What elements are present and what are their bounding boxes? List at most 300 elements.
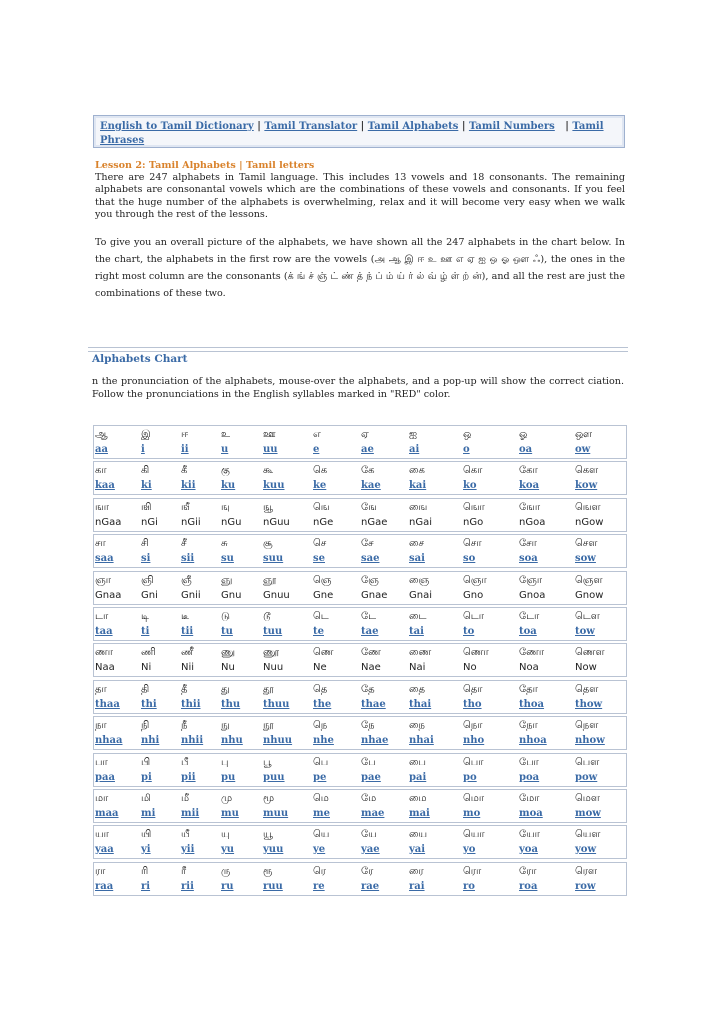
tamil-letter[interactable]: ணெ bbox=[313, 647, 334, 658]
tamil-letter[interactable]: ஊ bbox=[263, 429, 276, 440]
chart-title: Alphabets Chart bbox=[92, 353, 188, 365]
pronunciation-label[interactable]: roa bbox=[519, 881, 538, 892]
tamil-letter[interactable]: ரூ bbox=[263, 866, 273, 877]
pronunciation-label[interactable]: pow bbox=[575, 772, 598, 783]
pronunciation-label[interactable]: pe bbox=[313, 772, 327, 783]
tamil-letter[interactable]: ணீ bbox=[181, 647, 194, 658]
tamil-letter[interactable]: ஞி bbox=[141, 575, 154, 586]
tamil-letter[interactable]: ணை bbox=[409, 647, 432, 658]
tamil-letter[interactable]: யெ bbox=[313, 829, 330, 840]
pronunciation-label[interactable]: thii bbox=[181, 699, 201, 710]
pronunciation-label[interactable]: ri bbox=[141, 881, 151, 892]
pronunciation-label[interactable]: ki bbox=[141, 480, 152, 491]
tamil-letter[interactable]: டௌ bbox=[575, 611, 600, 622]
tamil-letter[interactable]: சை bbox=[409, 538, 424, 549]
chart-intro: n the pronunciation of the alphabets, mouse-over the alphabets, and a pop-up will show the correct ciation. Follow the pronunciations in the English syllables marked in "RED" color. bbox=[92, 376, 624, 400]
chart-row bbox=[93, 534, 627, 568]
tamil-letter[interactable]: கூ bbox=[263, 465, 274, 476]
tamil-letter[interactable]: நா bbox=[95, 720, 107, 731]
nav-separator: | bbox=[565, 121, 569, 132]
pronunciation-label[interactable]: mii bbox=[181, 808, 200, 819]
pronunciation-label[interactable]: ti bbox=[141, 626, 150, 637]
tamil-letter[interactable]: ஙௌ bbox=[575, 502, 601, 513]
tamil-letter[interactable]: பூ bbox=[263, 757, 272, 768]
pronunciation-label[interactable]: yaa bbox=[95, 844, 114, 855]
tamil-letter[interactable]: சௌ bbox=[575, 538, 598, 549]
tamil-letter[interactable]: மோ bbox=[519, 793, 540, 804]
tamil-letter[interactable]: கீ bbox=[181, 465, 188, 476]
tamil-letter[interactable]: எ bbox=[313, 429, 321, 440]
tamil-letter[interactable]: ஞே bbox=[361, 575, 379, 586]
tamil-letter[interactable]: ஒ bbox=[463, 429, 472, 440]
pronunciation-label[interactable]: saa bbox=[95, 553, 114, 564]
pronunciation-label[interactable]: yoa bbox=[519, 844, 538, 855]
tamil-letter[interactable]: ரொ bbox=[463, 866, 482, 877]
tamil-letter[interactable]: தொ bbox=[463, 684, 483, 695]
pronunciation-label: Gnu bbox=[221, 590, 242, 601]
nav-link-numbers[interactable]: Tamil Numbers bbox=[468, 121, 555, 132]
nav-separator: | bbox=[257, 121, 261, 132]
pronunciation-label[interactable]: poa bbox=[519, 772, 540, 783]
pronunciation-label[interactable]: uu bbox=[263, 444, 278, 455]
pronunciation-label[interactable]: pae bbox=[361, 772, 381, 783]
tamil-letter[interactable]: போ bbox=[519, 757, 539, 768]
tamil-letter[interactable]: ணோ bbox=[519, 647, 545, 658]
tamil-letter[interactable]: ஙி bbox=[141, 502, 152, 513]
tamil-letter[interactable]: நி bbox=[141, 720, 150, 731]
pronunciation-label[interactable]: yai bbox=[409, 844, 426, 855]
pronunciation-label[interactable]: row bbox=[575, 881, 596, 892]
tamil-letter[interactable]: ணா bbox=[95, 647, 113, 658]
pronunciation-label[interactable]: nhu bbox=[221, 735, 243, 746]
pronunciation-label[interactable]: pu bbox=[221, 772, 236, 783]
tamil-letter[interactable]: பு bbox=[221, 757, 229, 768]
nav-link-dictionary[interactable]: English to Tamil Dictionary bbox=[100, 121, 254, 132]
tamil-letter[interactable]: ரா bbox=[95, 866, 106, 877]
pronunciation-label[interactable]: nhoa bbox=[519, 735, 547, 746]
tamil-letter[interactable]: யௌ bbox=[575, 829, 601, 840]
tamil-letter[interactable]: மை bbox=[409, 793, 427, 804]
pronunciation-label[interactable]: kaa bbox=[95, 480, 115, 491]
tamil-letter[interactable]: யு bbox=[221, 829, 230, 840]
pronunciation-label[interactable]: so bbox=[463, 553, 476, 564]
tamil-letter[interactable]: ஞௌ bbox=[575, 575, 603, 586]
tamil-letter[interactable]: ணூ bbox=[263, 647, 280, 658]
pronunciation-label[interactable]: aa bbox=[95, 444, 108, 455]
pronunciation-label[interactable]: suu bbox=[263, 553, 284, 564]
tamil-letter[interactable]: தீ bbox=[181, 684, 188, 695]
pronunciation-label: Nae bbox=[361, 662, 381, 673]
pronunciation-label[interactable]: su bbox=[221, 553, 234, 564]
pronunciation-label[interactable]: o bbox=[463, 444, 470, 455]
pronunciation-label[interactable]: pi bbox=[141, 772, 152, 783]
pronunciation-label[interactable]: to bbox=[463, 626, 475, 637]
lesson-paragraph-2: To give you an overall picture of the alphabets, we have shown all the 247 alphabets in the chart below. In the chart, the alphabets in the first row are the vowels (அ ஆ இ ஈ உ ஊ எ ஏ ஐ ஒ ஓ ஔ ஃ), the ones in the right most column are the consonants (க் ங் ச் ஞ் ட் ண் த் ந் ப் ம் ய் ர் ல் வ் ழ் ள் ற் ன்), and all the rest are just the combinations of these two. bbox=[95, 237, 625, 300]
tamil-letter[interactable]: பௌ bbox=[575, 757, 600, 768]
tamil-letter[interactable]: ரே bbox=[361, 866, 374, 877]
pronunciation-label[interactable]: yu bbox=[221, 844, 235, 855]
pronunciation-label: Gnoa bbox=[519, 590, 546, 601]
tamil-letter[interactable]: மெ bbox=[313, 793, 329, 804]
tamil-letter[interactable]: டு bbox=[221, 611, 230, 622]
tamil-letter[interactable]: சொ bbox=[463, 538, 482, 549]
tamil-letter[interactable]: தி bbox=[141, 684, 150, 695]
lesson-paragraph-1: There are 247 alphabets in Tamil language. This includes 13 vowels and 18 consonants. The remaining alphabets are consonantal vowels which are the combinations of these vowels and consonants. If you feel that the huge number of the alphabets is overwhelming, relax and it will become very easy when we walk you through the rest of the lessons. bbox=[95, 172, 625, 220]
pronunciation-label[interactable]: mae bbox=[361, 808, 385, 819]
pronunciation-label[interactable]: puu bbox=[263, 772, 285, 783]
pronunciation-label[interactable]: moa bbox=[519, 808, 543, 819]
tamil-letter[interactable]: நே bbox=[361, 720, 375, 731]
pronunciation-label[interactable]: ow bbox=[575, 444, 591, 455]
pronunciation-label[interactable]: ae bbox=[361, 444, 374, 455]
tamil-letter[interactable]: டே bbox=[361, 611, 377, 622]
pronunciation-label[interactable]: ruu bbox=[263, 881, 283, 892]
pronunciation-label[interactable]: sae bbox=[361, 553, 380, 564]
pronunciation-label[interactable]: nhuu bbox=[263, 735, 293, 746]
tamil-letter[interactable]: சா bbox=[95, 538, 106, 549]
chart-row bbox=[93, 425, 627, 459]
pronunciation-label[interactable]: rii bbox=[181, 881, 194, 892]
pronunciation-label[interactable]: yae bbox=[361, 844, 380, 855]
pronunciation-label[interactable]: ii bbox=[181, 444, 189, 455]
tamil-letter[interactable]: ஈ bbox=[181, 429, 189, 440]
chart-row bbox=[93, 643, 627, 677]
pronunciation-label[interactable]: sow bbox=[575, 553, 596, 564]
tamil-letter[interactable]: நொ bbox=[463, 720, 483, 731]
tamil-letter[interactable]: மூ bbox=[263, 793, 275, 804]
tamil-letter[interactable]: சே bbox=[361, 538, 374, 549]
pronunciation-label[interactable]: thae bbox=[361, 699, 386, 710]
tamil-letter[interactable]: ஆ bbox=[95, 429, 108, 440]
tamil-letter[interactable]: கொ bbox=[463, 465, 483, 476]
tamil-letter[interactable]: ரீ bbox=[181, 866, 187, 877]
pronunciation-label[interactable]: e bbox=[313, 444, 320, 455]
pronunciation-label[interactable]: raa bbox=[95, 881, 114, 892]
pronunciation-label[interactable]: sai bbox=[409, 553, 425, 564]
chart-row bbox=[93, 716, 627, 750]
pronunciation-label[interactable]: i bbox=[141, 444, 145, 455]
tamil-letter[interactable]: மீ bbox=[181, 793, 190, 804]
pronunciation-label[interactable]: tu bbox=[221, 626, 233, 637]
section-divider bbox=[88, 347, 628, 352]
pronunciation-label[interactable]: se bbox=[313, 553, 325, 564]
pronunciation-label[interactable]: yow bbox=[575, 844, 597, 855]
tamil-letter[interactable]: நீ bbox=[181, 720, 188, 731]
tamil-letter[interactable]: இ bbox=[141, 429, 151, 440]
pronunciation-label[interactable]: tae bbox=[361, 626, 379, 637]
tamil-letter[interactable]: தோ bbox=[519, 684, 538, 695]
tamil-letter[interactable]: ஙு bbox=[221, 502, 230, 513]
tamil-letter[interactable]: பா bbox=[95, 757, 108, 768]
pronunciation-label: Nu bbox=[221, 662, 235, 673]
tamil-letter[interactable]: ணொ bbox=[463, 647, 489, 658]
pronunciation-label[interactable]: nho bbox=[463, 735, 485, 746]
pronunciation-label[interactable]: ro bbox=[463, 881, 475, 892]
nav-link-phrases-part2[interactable]: Phrases bbox=[100, 135, 145, 146]
pronunciation-label[interactable]: yi bbox=[141, 844, 151, 855]
tamil-letter[interactable]: தெ bbox=[313, 684, 328, 695]
tamil-letter[interactable]: மு bbox=[221, 793, 233, 804]
pronunciation-label[interactable]: tow bbox=[575, 626, 595, 637]
pronunciation-label: nGo bbox=[463, 517, 484, 528]
tamil-letter[interactable]: பி bbox=[141, 757, 151, 768]
tamil-letter[interactable]: ஞை bbox=[409, 575, 430, 586]
tamil-letter[interactable]: டோ bbox=[519, 611, 540, 622]
tamil-letter[interactable]: ஞீ bbox=[181, 575, 192, 586]
tamil-letter[interactable]: உ bbox=[221, 429, 231, 440]
pronunciation-label[interactable]: toa bbox=[519, 626, 537, 637]
pronunciation-label[interactable]: ke bbox=[313, 480, 327, 491]
chart-row bbox=[93, 461, 627, 495]
tamil-letter[interactable]: நெ bbox=[313, 720, 328, 731]
pronunciation-label[interactable]: thoa bbox=[519, 699, 545, 710]
tamil-letter[interactable]: ஞோ bbox=[519, 575, 543, 586]
pronunciation-label: nGae bbox=[361, 517, 388, 528]
tamil-letter[interactable]: பொ bbox=[463, 757, 484, 768]
tamil-letter[interactable]: ணே bbox=[361, 647, 381, 658]
tamil-letter[interactable]: யே bbox=[361, 829, 377, 840]
tamil-letter[interactable]: செ bbox=[313, 538, 327, 549]
pronunciation-label[interactable]: mu bbox=[221, 808, 239, 819]
tamil-letter[interactable]: ஙே bbox=[361, 502, 377, 513]
tamil-letter[interactable]: தை bbox=[409, 684, 425, 695]
tamil-letter[interactable]: சு bbox=[221, 538, 228, 549]
pronunciation-label[interactable]: thaa bbox=[95, 699, 120, 710]
tamil-letter[interactable]: கௌ bbox=[575, 465, 599, 476]
tamil-letter[interactable]: டா bbox=[95, 611, 109, 622]
tamil-letter[interactable]: தூ bbox=[263, 684, 274, 695]
pronunciation-label[interactable]: ku bbox=[221, 480, 236, 491]
tamil-letter[interactable]: யோ bbox=[519, 829, 540, 840]
pronunciation-label[interactable]: kae bbox=[361, 480, 381, 491]
alphabet-chart-grid bbox=[93, 425, 627, 903]
tamil-letter[interactable]: ரௌ bbox=[575, 866, 597, 877]
pronunciation-label[interactable]: tho bbox=[463, 699, 482, 710]
tamil-letter[interactable]: பை bbox=[409, 757, 426, 768]
pronunciation-label: nGii bbox=[181, 517, 201, 528]
pronunciation-label: nGai bbox=[409, 517, 432, 528]
pronunciation-label[interactable]: pii bbox=[181, 772, 196, 783]
pronunciation-label[interactable]: kow bbox=[575, 480, 598, 491]
tamil-letter[interactable]: கா bbox=[95, 465, 107, 476]
top-nav-bar bbox=[93, 115, 625, 148]
pronunciation-label[interactable]: thi bbox=[141, 699, 157, 710]
pronunciation-label: Naa bbox=[95, 662, 115, 673]
pronunciation-label[interactable]: tai bbox=[409, 626, 424, 637]
tamil-letter[interactable]: கோ bbox=[519, 465, 538, 476]
pronunciation-label: Nai bbox=[409, 662, 426, 673]
tamil-letter[interactable]: ரை bbox=[409, 866, 424, 877]
pronunciation-label[interactable]: yo bbox=[463, 844, 476, 855]
tamil-letter[interactable]: யா bbox=[95, 829, 109, 840]
tamil-letter[interactable]: ணி bbox=[141, 647, 156, 658]
pronunciation-label[interactable]: tuu bbox=[263, 626, 283, 637]
tamil-letter[interactable]: யீ bbox=[181, 829, 190, 840]
tamil-letter[interactable]: டெ bbox=[313, 611, 329, 622]
pronunciation-label[interactable]: kai bbox=[409, 480, 427, 491]
tamil-letter[interactable]: யை bbox=[409, 829, 428, 840]
chart-row bbox=[93, 753, 627, 787]
tamil-letter[interactable]: ஙூ bbox=[263, 502, 274, 513]
tamil-letter[interactable]: சோ bbox=[519, 538, 537, 549]
tamil-letter[interactable]: தா bbox=[95, 684, 107, 695]
tamil-letter[interactable]: சீ bbox=[181, 538, 187, 549]
pronunciation-label[interactable]: muu bbox=[263, 808, 289, 819]
pronunciation-label: Nuu bbox=[263, 662, 284, 673]
pronunciation-label: Gne bbox=[313, 590, 334, 601]
nav-link-translator[interactable]: Tamil Translator bbox=[264, 121, 358, 132]
tamil-letter[interactable]: ணு bbox=[221, 647, 236, 658]
tamil-letter[interactable]: ஔ bbox=[575, 429, 593, 440]
pronunciation-label: Gnaa bbox=[95, 590, 122, 601]
pronunciation-label[interactable]: nhai bbox=[409, 735, 434, 746]
pronunciation-label[interactable]: oa bbox=[519, 444, 533, 455]
pronunciation-label[interactable]: yii bbox=[181, 844, 195, 855]
nav-link-phrases-part1[interactable]: Tamil bbox=[572, 121, 604, 132]
pronunciation-label[interactable]: ye bbox=[313, 844, 326, 855]
tamil-letter[interactable]: சூ bbox=[263, 538, 273, 549]
tamil-letter[interactable]: டி bbox=[141, 611, 149, 622]
tamil-letter[interactable]: மௌ bbox=[575, 793, 600, 804]
pronunciation-label[interactable]: rae bbox=[361, 881, 380, 892]
tamil-letter[interactable]: ரி bbox=[141, 866, 149, 877]
pronunciation-label[interactable]: taa bbox=[95, 626, 113, 637]
tamil-letter[interactable]: சி bbox=[141, 538, 149, 549]
pronunciation-label[interactable]: paa bbox=[95, 772, 115, 783]
pronunciation-label: Noa bbox=[519, 662, 539, 673]
tamil-letter[interactable]: கெ bbox=[313, 465, 328, 476]
tamil-letter[interactable]: ஏ bbox=[361, 429, 369, 440]
pronunciation-label[interactable]: nhow bbox=[575, 735, 605, 746]
pronunciation-label: nGoa bbox=[519, 517, 546, 528]
tamil-letter[interactable]: நு bbox=[221, 720, 230, 731]
tamil-letter[interactable]: தே bbox=[361, 684, 375, 695]
tamil-letter[interactable]: கு bbox=[221, 465, 230, 476]
pronunciation-label[interactable]: nhae bbox=[361, 735, 389, 746]
pronunciation-label[interactable]: the bbox=[313, 699, 332, 710]
pronunciation-label[interactable]: kii bbox=[181, 480, 196, 491]
pronunciation-label: Now bbox=[575, 662, 597, 673]
pronunciation-label[interactable]: mow bbox=[575, 808, 601, 819]
tamil-letter[interactable]: ரெ bbox=[313, 866, 326, 877]
pronunciation-label[interactable]: thai bbox=[409, 699, 432, 710]
tamil-letter[interactable]: ஙீ bbox=[181, 502, 190, 513]
pronunciation-label[interactable]: sii bbox=[181, 553, 195, 564]
pronunciation-label: Ni bbox=[141, 662, 152, 673]
pronunciation-label[interactable]: re bbox=[313, 881, 325, 892]
pronunciation-label[interactable]: nhi bbox=[141, 735, 160, 746]
pronunciation-label[interactable]: yuu bbox=[263, 844, 284, 855]
tamil-letter[interactable]: ஞூ bbox=[263, 575, 277, 586]
pronunciation-label[interactable]: pai bbox=[409, 772, 427, 783]
tamil-letter[interactable]: பெ bbox=[313, 757, 329, 768]
chart-row bbox=[93, 789, 627, 823]
tamil-letter[interactable]: பே bbox=[361, 757, 376, 768]
tamil-letter[interactable]: து bbox=[221, 684, 230, 695]
pronunciation-label[interactable]: mi bbox=[141, 808, 156, 819]
pronunciation-label[interactable]: ru bbox=[221, 881, 234, 892]
pronunciation-label[interactable]: mai bbox=[409, 808, 430, 819]
tamil-letter[interactable]: யி bbox=[141, 829, 152, 840]
tamil-letter[interactable]: யூ bbox=[263, 829, 273, 840]
tamil-letter[interactable]: ஞா bbox=[95, 575, 111, 586]
tamil-letter[interactable]: மொ bbox=[463, 793, 485, 804]
tamil-letter[interactable]: ரு bbox=[221, 866, 231, 877]
pronunciation-label[interactable]: koa bbox=[519, 480, 540, 491]
tamil-letter[interactable]: ஙொ bbox=[463, 502, 485, 513]
pronunciation-label[interactable]: thu bbox=[221, 699, 241, 710]
pronunciation-label[interactable]: soa bbox=[519, 553, 538, 564]
pronunciation-label[interactable]: mo bbox=[463, 808, 481, 819]
tamil-letter[interactable]: டொ bbox=[463, 611, 484, 622]
tamil-letter[interactable]: ஙோ bbox=[519, 502, 541, 513]
pronunciation-label[interactable]: tii bbox=[181, 626, 194, 637]
tamil-letter[interactable]: நூ bbox=[263, 720, 274, 731]
tamil-letter[interactable]: பீ bbox=[181, 757, 189, 768]
tamil-letter[interactable]: கி bbox=[141, 465, 150, 476]
tamil-letter[interactable]: ஙெ bbox=[313, 502, 330, 513]
tamil-letter[interactable]: ஞெ bbox=[313, 575, 332, 586]
tamil-letter[interactable]: மே bbox=[361, 793, 377, 804]
tamil-letter[interactable]: நௌ bbox=[575, 720, 599, 731]
tamil-letter[interactable]: ணௌ bbox=[575, 647, 605, 658]
nav-link-alphabets[interactable]: Tamil Alphabets bbox=[367, 121, 459, 132]
tamil-letter[interactable]: டூ bbox=[263, 611, 271, 622]
pronunciation-label[interactable]: u bbox=[221, 444, 229, 455]
tamil-letter[interactable]: நை bbox=[409, 720, 425, 731]
pronunciation-label[interactable]: si bbox=[141, 553, 151, 564]
pronunciation-label: Nii bbox=[181, 662, 195, 673]
pronunciation-label: Gnow bbox=[575, 590, 604, 601]
pronunciation-label[interactable]: po bbox=[463, 772, 477, 783]
tamil-letter[interactable]: ரோ bbox=[519, 866, 537, 877]
tamil-letter[interactable]: நோ bbox=[519, 720, 538, 731]
pronunciation-label[interactable]: nhe bbox=[313, 735, 334, 746]
tamil-letter[interactable]: மி bbox=[141, 793, 151, 804]
chart-row bbox=[93, 862, 627, 896]
tamil-letter[interactable]: கை bbox=[409, 465, 425, 476]
pronunciation-label[interactable]: ai bbox=[409, 444, 420, 455]
pronunciation-label[interactable]: rai bbox=[409, 881, 425, 892]
tamil-letter[interactable]: கே bbox=[361, 465, 375, 476]
tamil-letter[interactable]: தௌ bbox=[575, 684, 599, 695]
lesson-section bbox=[95, 160, 625, 315]
chart-row bbox=[93, 498, 627, 532]
pronunciation-label[interactable]: ko bbox=[463, 480, 477, 491]
pronunciation-label[interactable]: thuu bbox=[263, 699, 290, 710]
pronunciation-label[interactable]: maa bbox=[95, 808, 119, 819]
pronunciation-label[interactable]: nhaa bbox=[95, 735, 123, 746]
pronunciation-label: nGe bbox=[313, 517, 334, 528]
tamil-letter[interactable]: ஙா bbox=[95, 502, 109, 513]
tamil-letter[interactable]: ஞொ bbox=[463, 575, 487, 586]
tamil-letter[interactable]: டீ bbox=[181, 611, 189, 622]
nav-separator: | bbox=[360, 121, 365, 132]
tamil-letter[interactable]: ஐ bbox=[409, 429, 418, 440]
tamil-letter[interactable]: யொ bbox=[463, 829, 485, 840]
tamil-letter[interactable]: மா bbox=[95, 793, 109, 804]
tamil-letter[interactable]: ஓ bbox=[519, 429, 528, 440]
pronunciation-label[interactable]: nhii bbox=[181, 735, 204, 746]
pronunciation-label[interactable]: me bbox=[313, 808, 330, 819]
pronunciation-label[interactable]: kuu bbox=[263, 480, 285, 491]
tamil-letter[interactable]: ஙை bbox=[409, 502, 428, 513]
tamil-letter[interactable]: டை bbox=[409, 611, 427, 622]
pronunciation-label[interactable]: te bbox=[313, 626, 324, 637]
tamil-letter[interactable]: ஞு bbox=[221, 575, 233, 586]
pronunciation-label: nGaa bbox=[95, 517, 122, 528]
pronunciation-label[interactable]: thow bbox=[575, 699, 603, 710]
